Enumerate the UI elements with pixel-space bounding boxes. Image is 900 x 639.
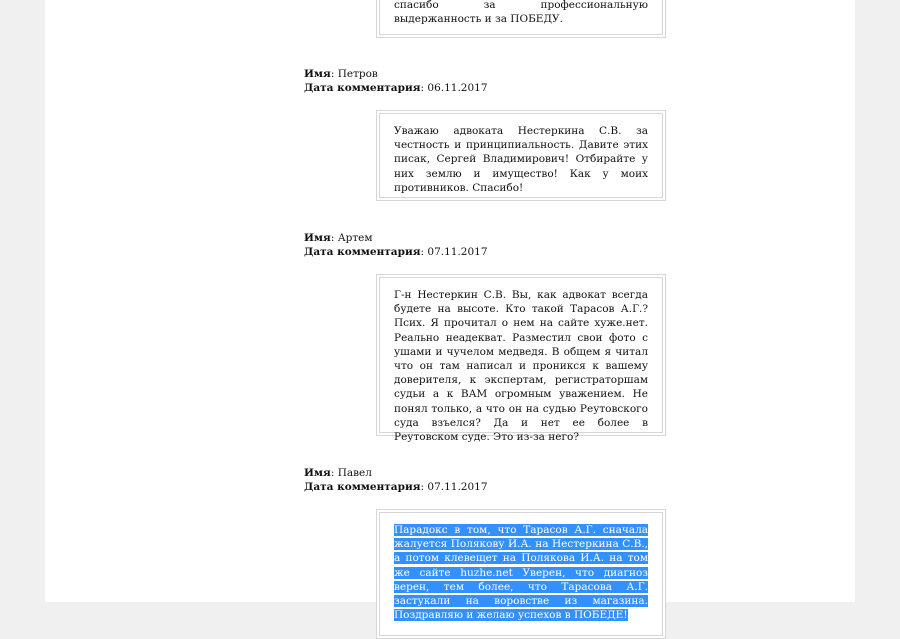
author-row: Имя: Артем — [304, 232, 373, 244]
date-row: Дата комментария: 07.11.2017 — [304, 481, 488, 493]
author-name: Павел — [337, 467, 372, 479]
date-label: Дата комментария — [304, 481, 421, 493]
comment-box-inner — [379, 277, 663, 444]
comment-meta — [304, 67, 488, 95]
author-row: Имя: Петров — [304, 68, 378, 80]
comment-box — [376, 110, 666, 201]
comment-date: 07.11.2017 — [427, 246, 488, 258]
selected-text[interactable]: Парадокс в том, что Тарасов А.Г. сначала жалуется Полякову И.А. на Нестеркина С.В., а потом клевещет на Полякова И.А. на том же сайте huzhe.net Уверен, что диагноз верен, тем более, что Тарасова А.Г. застукали на воровстве из магазина. Поздравляю и желаю успехов в ПОБЕДЕ! — [394, 524, 648, 622]
name-label: Имя — [304, 68, 331, 80]
comment-text: Г-н Нестеркин С.В. Вы, как адвокат всегда будете на высоте. Кто такой Тарасов А.Г.? Псих. Я прочитал о нем на сайте хуже.нет. Реально неадекват. Разместил свои фото с ушами и чучелом медведя. В общем я читал что он там написал и проникся к вашему доверителя, к экспертам, регистраторшам судьи а к ВАМ огромным уважением. Не понял только, а что он на судью Реутовского суда взъелся? Да и нет ее более в Реутовском суде. Это из-за него? — [394, 289, 648, 444]
comment-text: Уважаю адвоката Нестеркина С.В. за честность и принципиальность. Давите этих писак, Сергей Владимирович! Отбирайте у них землю и имущество! Как у моих противников. Спасибо! — [394, 125, 648, 194]
comment-meta — [304, 466, 488, 494]
date-label: Дата комментария — [304, 82, 421, 94]
name-label: Имя — [304, 232, 331, 244]
name-label: Имя — [304, 467, 331, 479]
comment-box-inner — [379, 0, 663, 35]
comment-date: 07.11.2017 — [427, 481, 488, 493]
date-label: Дата комментария — [304, 246, 421, 258]
author-row: Имя: Павел — [304, 467, 372, 479]
comment-box-inner — [379, 113, 663, 198]
comment-text: спасибо за профессиональную выдержанность и за ПОБЕДУ. — [394, 0, 648, 26]
comment-box — [376, 274, 666, 444]
comment-text[interactable] — [394, 523, 648, 622]
date-row: Дата комментария: 07.11.2017 — [304, 246, 488, 258]
comment-box — [376, 509, 666, 639]
date-row: Дата комментария: 06.11.2017 — [304, 82, 488, 94]
page-content — [45, 0, 855, 622]
comment-meta — [304, 231, 488, 259]
comment-date: 06.11.2017 — [427, 82, 488, 94]
comment-box — [376, 0, 666, 38]
author-name: Петров — [337, 68, 378, 80]
author-name: Артем — [337, 232, 373, 244]
comment-box-inner — [379, 512, 663, 636]
